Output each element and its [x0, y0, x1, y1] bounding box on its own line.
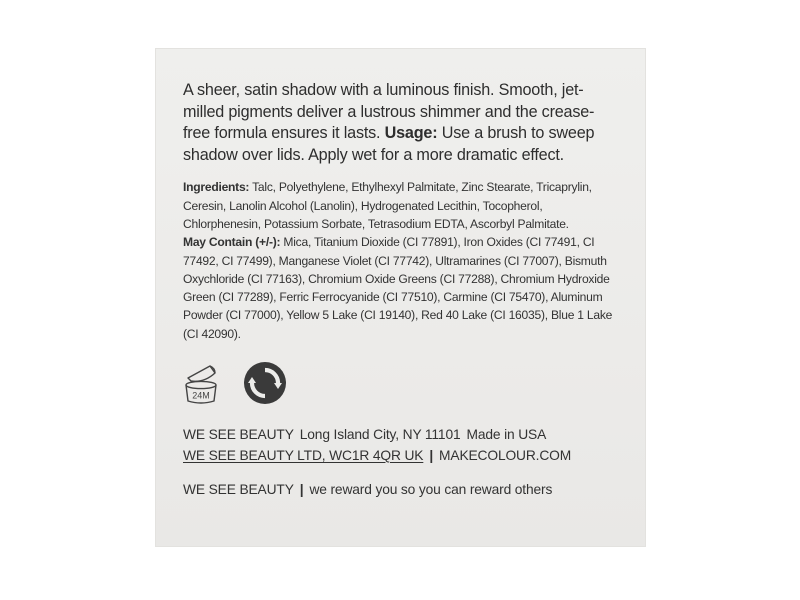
usage-label: Usage:: [384, 124, 438, 143]
label-content: [183, 80, 618, 500]
tagline-separator: |: [299, 482, 304, 498]
may-contain-label: May Contain (+/-):: [183, 235, 281, 250]
ingredients-label: Ingredients:: [183, 180, 250, 195]
open-jar-icon: [179, 361, 225, 407]
website: MAKECOLOUR.COM: [439, 448, 572, 464]
may-contain-text: Mica, Titanium Dioxide (CI 77891), Iron Oxides (CI 77491, CI 77492, CI 77499), Manganese Violet (CI 77742), Ultramarines (CI 77007), Bismuth Oxychloride (CI 77163), Chromium Oxide Greens (CI 77288), Chromium Hydroxide Green (CI 77289), Ferric Ferrocyanide (CI 77510), Carmine (CI 75470), Aluminum Powder (CI 77000), Yellow 5 Lake (CI 19140), Red 40 Lake (CI 16035), Blue 1 Lake (CI 42090).: [183, 235, 613, 341]
separator: |: [429, 448, 434, 464]
tagline: we reward you so you can reward others: [309, 482, 553, 498]
uk-address-line: [183, 445, 618, 466]
tagline-company: WE SEE BEAUTY: [183, 482, 294, 498]
company-name: WE SEE BEAUTY: [183, 427, 294, 443]
ingredients-text: Talc, Polyethylene, Ethylhexyl Palmitate, Zinc Stearate, Tricaprylin, Ceresin, Lanolin Alcohol (Lanolin), Hydrogenated Lecithin, Tocopherol, Chlorphenesin, Potassium Sorbate, Tetrasodium EDTA, Ascorbyl Palmitate.: [183, 180, 592, 231]
recycle-icon: [243, 361, 287, 405]
product-description: [183, 80, 618, 166]
ingredients-block: [183, 178, 618, 343]
uk-entity: WE SEE BEAUTY LTD, WC1R 4QR UK: [183, 448, 424, 464]
product-label-panel: [155, 48, 646, 547]
us-address: Long Island City, NY 11101: [299, 427, 461, 443]
us-address-line: [183, 424, 618, 445]
tagline-line: [183, 479, 618, 500]
usage-text: Use a brush to sweep shadow over lids. Apply wet for a more dramatic effect.: [183, 124, 595, 164]
description-text: A sheer, satin shadow with a luminous finish. Smooth, jet-milled pigments deliver a lustrous shimmer and the crease-free formula ensures it lasts.: [183, 81, 595, 143]
symbols-row: [183, 361, 618, 411]
pao-label: 24M: [192, 390, 210, 401]
label-footer: [183, 424, 618, 500]
made-in: Made in USA: [466, 427, 547, 443]
